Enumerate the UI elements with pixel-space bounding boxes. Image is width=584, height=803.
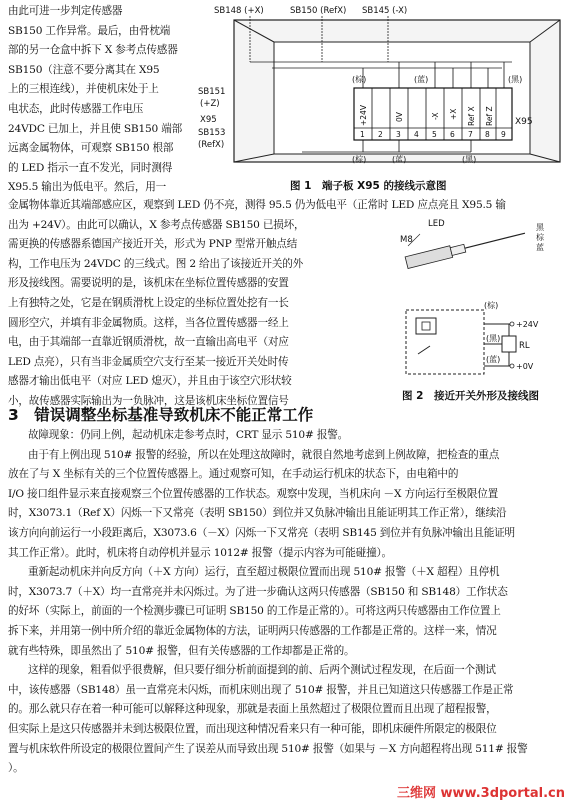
text-line: 需更换的传感器系德国产接近开关，形式为 PNP 型常开触点结 bbox=[8, 238, 298, 251]
text-line: 部的另一仓盒中拆下 X 参考点传感器 bbox=[8, 44, 178, 57]
wire-color-label: 蓝 bbox=[536, 243, 544, 252]
text-line: SB150 工作异常。最后，由骨枕端 bbox=[8, 24, 171, 37]
text-line: 电，由于其端部一直靠近钢质滑枕，故一直输出高电平（对应 bbox=[8, 336, 289, 349]
sensor-label: (RefX) bbox=[198, 140, 225, 150]
text-line: 上的三根连线），并使机床处于上 bbox=[8, 83, 159, 96]
text-line: 置与机床软件所设定的极限位置间产生了误差从而导致出现 510# 报警（如果与 －X 方向超程将出现 511# 报警 bbox=[8, 742, 528, 755]
text-line: 重新起动机床并向反方向（＋X 方向）运行，直至超过极限位置而出现 510# 报警（＋X 超程）且停机 bbox=[28, 566, 500, 579]
text-line: 远离金属物体，可观察 SB150 根部 bbox=[8, 142, 174, 155]
wire-color-label: (蓝) bbox=[486, 355, 501, 364]
text-line: 电状态，此时传感器工作电压 bbox=[8, 103, 144, 115]
terminal-board-diagram bbox=[198, 2, 564, 174]
terminal-number: 3 bbox=[396, 130, 401, 139]
wire-color-label: (棕) bbox=[352, 75, 367, 84]
figure-1-caption: 图 1 端子板 X95 的接线示意图 bbox=[290, 180, 447, 192]
text-line: 这样的现象，粗看似乎很费解，但只要仔细分析前面提到的前、后两个测试过程发现，在后面一个测试 bbox=[28, 664, 496, 677]
text-line: SB150（注意不要分离其在 X95 bbox=[8, 63, 160, 76]
terminal-number: 9 bbox=[501, 130, 506, 139]
terminal-number: 2 bbox=[378, 130, 383, 139]
text-line: 构，工作电压为 24VDC 的三线式。图 2 给出了该接近开关的外 bbox=[8, 257, 303, 270]
wire-color-label: 黑 bbox=[536, 223, 544, 232]
terminal-label: 0V bbox=[395, 112, 404, 122]
terminal-number: 1 bbox=[360, 130, 365, 139]
figure-2-caption: 图 2 接近开关外形及接线图 bbox=[402, 390, 539, 402]
text-line: 小，故传感器实际输出为一负脉冲，这是该机床坐标位置信号 bbox=[8, 395, 289, 407]
sensor-label: SB145 (-X) bbox=[362, 6, 408, 16]
text-line: 的好坏（实际上，前面的一个检测步骤已可证明 SB150 的工作是正常的）。可将这两只传感器由工作位置上 bbox=[8, 605, 501, 618]
relay-label: RL bbox=[519, 341, 530, 351]
proximity-switch-diagram bbox=[398, 214, 562, 384]
terminal-number: 7 bbox=[468, 130, 473, 139]
wire-color-label: (棕) bbox=[352, 155, 367, 164]
terminal-number: 8 bbox=[485, 130, 490, 139]
text-line: 出为 +24V）。由此可以确认，X 参考点传感器 SB150 已损坏， bbox=[8, 218, 305, 231]
voltage-label: +24V bbox=[516, 320, 539, 329]
text-line: I/O 接口组件显示来直接观察三个位置传感器的工作状态。观察中发现，当机床向 －X 方向运行至极限位置 bbox=[8, 487, 499, 500]
text-line: 就有些特殊，即虽然出了 510# 报警，但有关传感器的工作却都是正常的。 bbox=[8, 644, 355, 657]
text-line: ）。 bbox=[8, 762, 24, 775]
terminal-number: 6 bbox=[450, 130, 455, 139]
text-line: 拆下来，并用第一例中所介绍的靠近金属物体的方法，证明两只传感器的工作都是正常的。这样一来，情况 bbox=[8, 625, 497, 637]
text-line: 形及接线图。需要说明的是，该机床在坐标位置传感器的安置 bbox=[8, 277, 289, 290]
text-line: 金属物体靠近其端部感应区，观察到 LED 仍不亮，测得 95.5 仍为低电平（正常时 LED 应点亮且 X95.5 输 bbox=[8, 199, 506, 211]
text-line: 放在了与 X 坐标有关的三个位置传感器上。通过观察可知，在手动运行机床的状态下，由电箱中的 bbox=[8, 468, 459, 481]
terminal-label: Ref Z bbox=[485, 106, 494, 126]
wire-color-label: 棕 bbox=[536, 233, 544, 242]
terminal-number: 4 bbox=[414, 130, 419, 139]
voltage-label: +0V bbox=[516, 362, 534, 371]
text-line: 由此可进一步判定传感器 bbox=[8, 5, 123, 17]
wire-color-label: (黑) bbox=[462, 155, 477, 164]
terminal-number: 5 bbox=[432, 130, 437, 139]
text-line: 的。那么就只存在着一种可能可以解释这种现象，那就是表面上虽然超过了极限位置而且出现了超程报警， bbox=[8, 703, 497, 716]
section-title: 3 错误调整坐标基准导致机床不能正常工作 bbox=[8, 406, 314, 424]
text-line: X95.5 输出为低电平。然后，用一 bbox=[8, 181, 167, 194]
wire-color-label: (黑) bbox=[486, 334, 501, 343]
wire-color-label: (黑) bbox=[508, 75, 523, 84]
terminal-label: -X bbox=[431, 112, 440, 120]
text-line: 的 LED 指示一直不发光，同时测得 bbox=[8, 161, 173, 174]
wire-color-label: (棕) bbox=[484, 301, 499, 310]
sensor-label: SB150 (RefX) bbox=[290, 6, 347, 16]
terminal-label: Ref X bbox=[467, 106, 476, 126]
text-line: 其工作正常）。此时，机床将自动停机并显示 1012# 报警（提示内容为可能碰撞）。 bbox=[8, 546, 392, 559]
sensor-label: SB148 (+X) bbox=[214, 6, 264, 16]
thread-label: M8 bbox=[400, 235, 413, 245]
text-line: 但实际上是这只传感器并未到达极限位置，而出现这种情况看来只有一种可能，即机床硬件所限定的极限位 bbox=[8, 723, 497, 735]
text-line: 感器才输出低电平（对应 LED 熄灭），并且由于该空穴形状较 bbox=[8, 375, 292, 388]
board-label: X95 bbox=[515, 117, 533, 127]
sensor-label: SB151 bbox=[198, 87, 226, 97]
text-line: 时，X3073.7（＋X）均一直常亮并未闪烁过。为了进一步确认这两只传感器（SB150 和 SB148）工作状态 bbox=[8, 585, 508, 598]
text-line: 故障现象：仍同上例，起动机床走参考点时，CRT 显示 510# 报警。 bbox=[28, 429, 349, 441]
wire-color-label: (蓝) bbox=[414, 75, 429, 84]
led-label: LED bbox=[428, 219, 445, 229]
terminal-label: +24V bbox=[359, 105, 368, 126]
sensor-label: SB153 bbox=[198, 128, 226, 138]
text-line: LED 点亮），只有当非金属质空穴支行至某一接近开关处时传 bbox=[8, 355, 289, 368]
text-line: 上有独特之处，它是在钢质滑枕上设定的坐标位置处挖有一长 bbox=[8, 297, 289, 309]
text-line: 该方向向前运行一小段距离后，X3073.6（－X）闪烁一下又常亮（表明 SB145 到位并有负脉冲输出且能证明 bbox=[8, 527, 515, 539]
sensor-label: X95 bbox=[200, 115, 217, 125]
text-line: 由于有上例出现 510# 报警的经验，所以在处理这故障时，就很自然地考虑到上例故障，把检查的重点 bbox=[28, 448, 500, 461]
text-line: 中，该传感器（SB148）虽一直常亮未闪烁，而机床则出现了 510# 报警，并且已知道这只传感器工作是正常 bbox=[8, 683, 514, 696]
watermark: 三维网 www.3dportal.cn bbox=[396, 786, 565, 801]
text-line: 时，X3073.1（Ref X）闪烁一下又常亮（表明 SB150）到位并又负脉冲输出且能证明其工作正常），继续沿 bbox=[8, 507, 507, 520]
text-line: 24VDC 已加上，并且使 SB150 端部 bbox=[8, 122, 183, 135]
terminal-label: +X bbox=[449, 108, 458, 120]
text-line: 圆形空穴，并填有非金属物质。这样，当各位置传感器一经上 bbox=[8, 316, 289, 329]
wire-color-label: (蓝) bbox=[392, 155, 407, 164]
sensor-label: (+Z) bbox=[200, 99, 220, 109]
